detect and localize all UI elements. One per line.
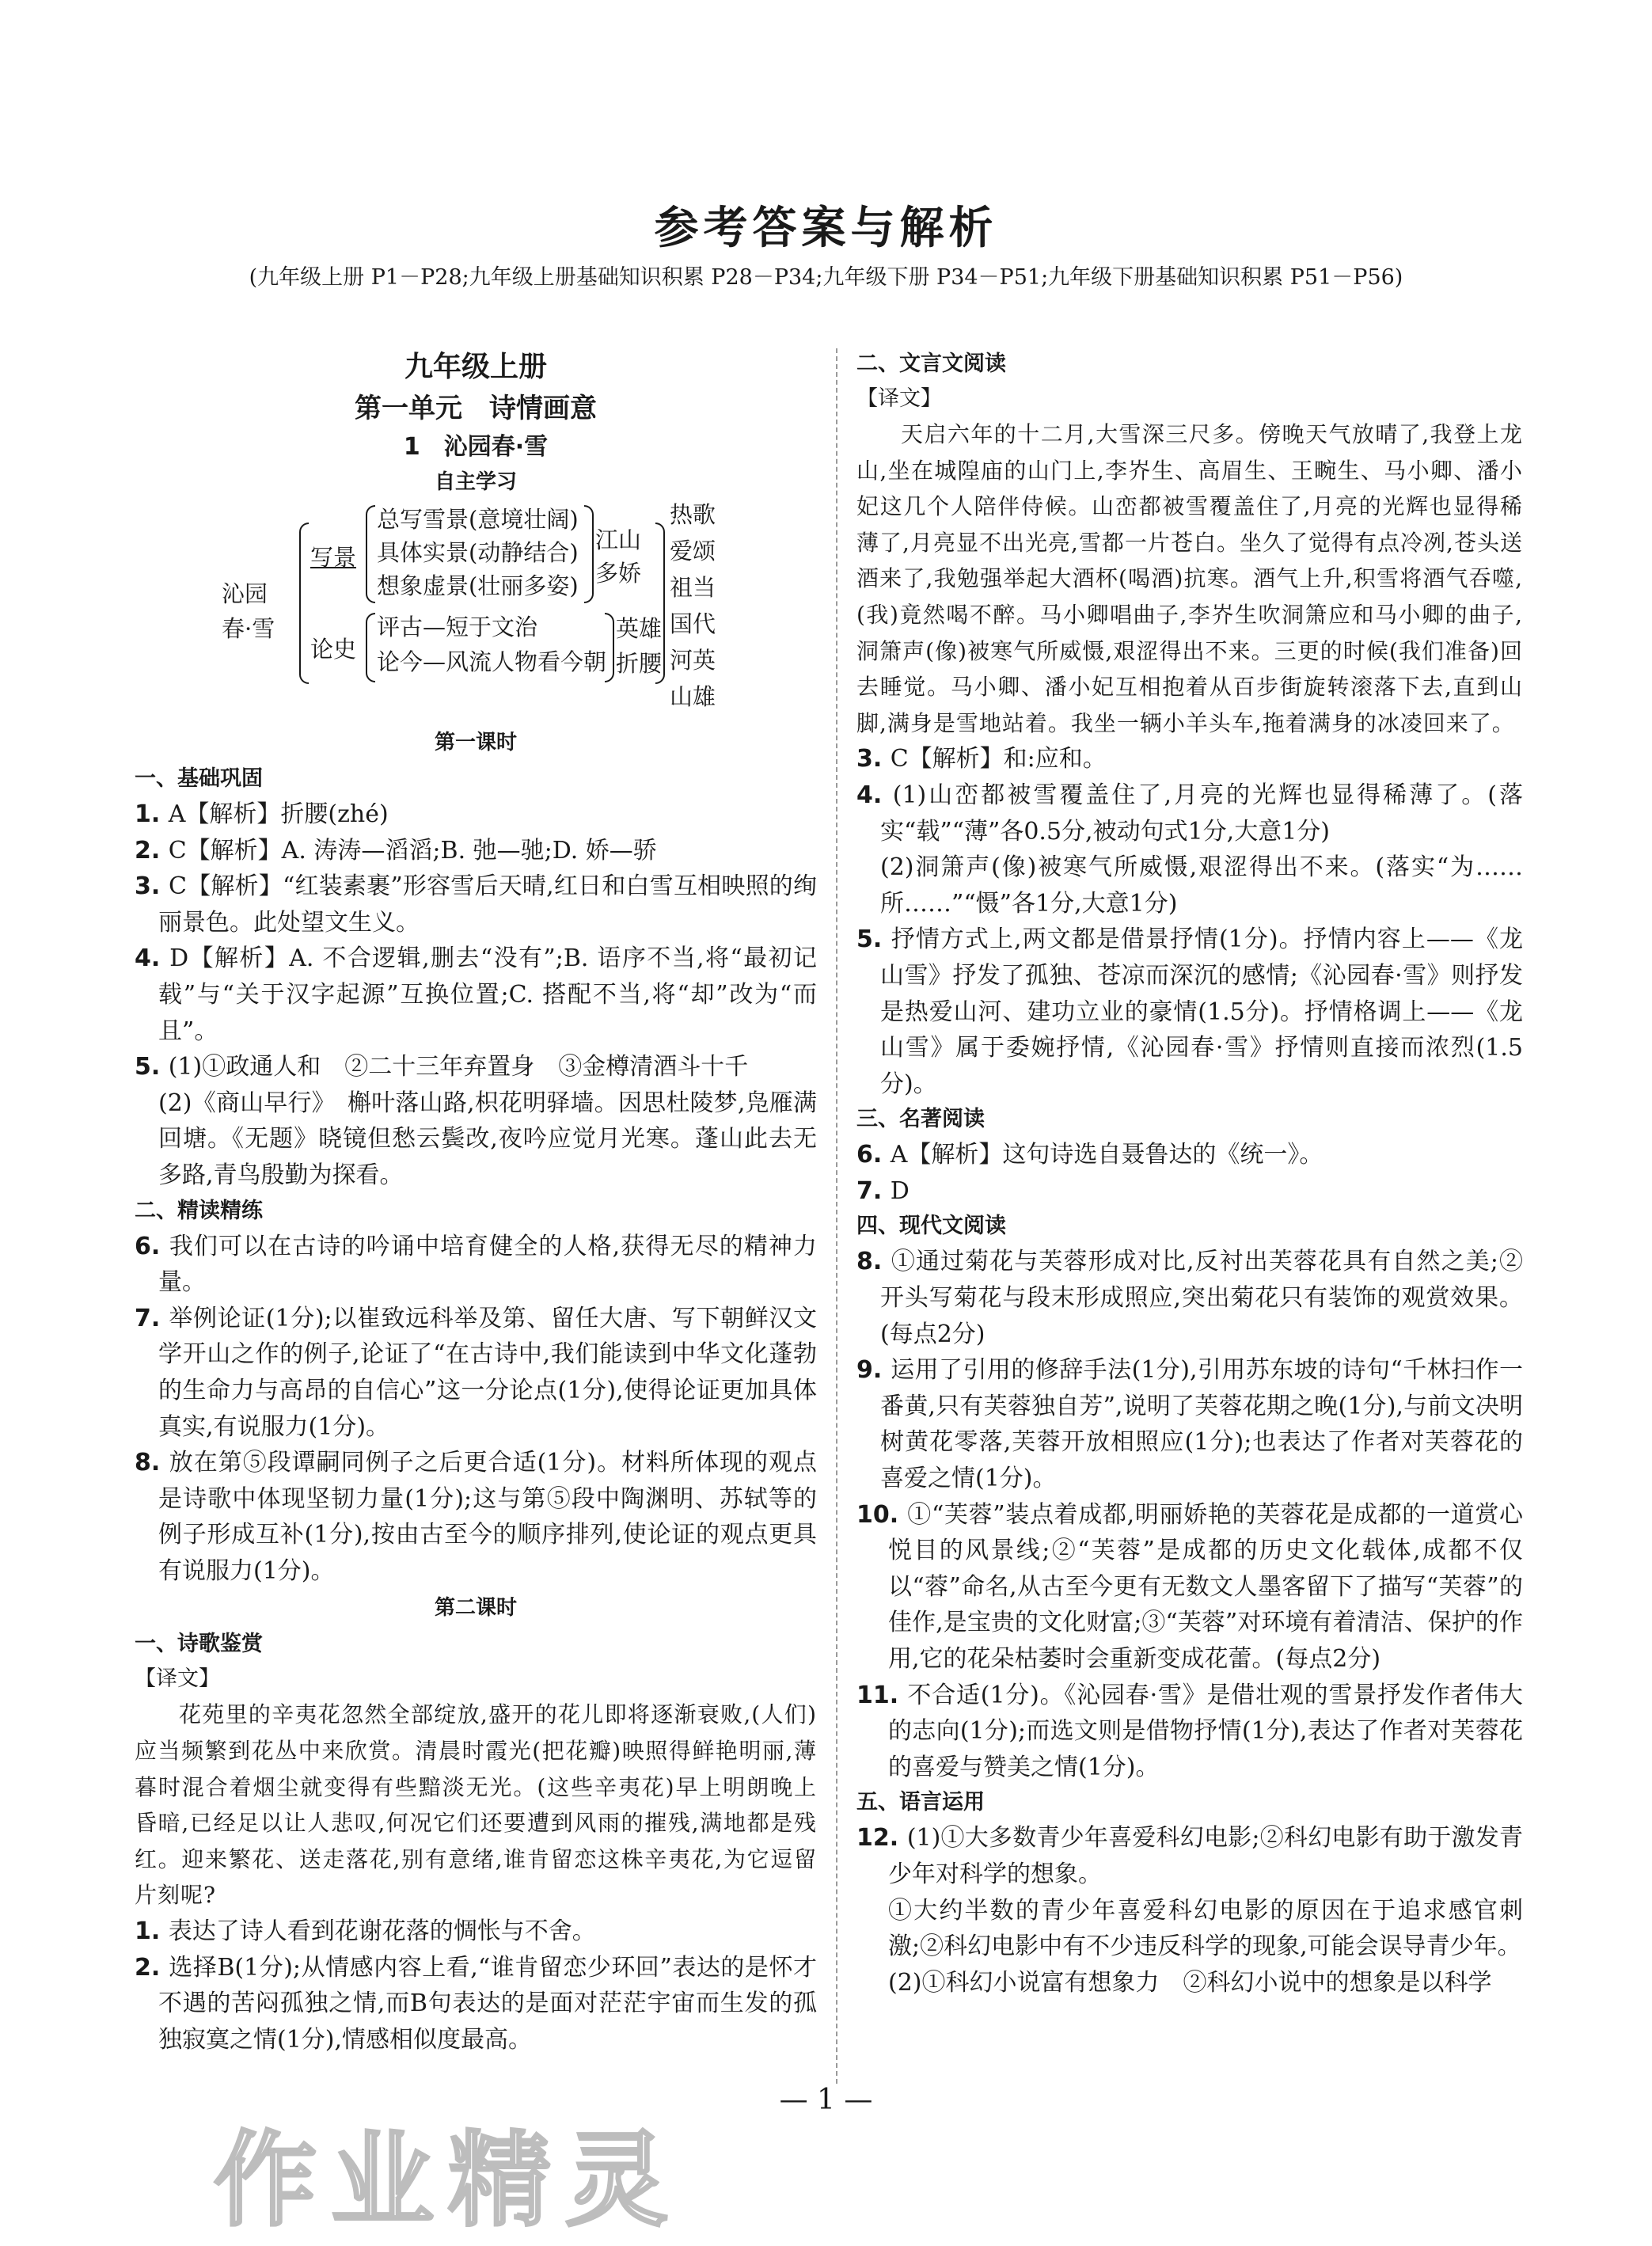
- watermark: 作业精灵: [214, 2120, 683, 2240]
- answer-r3: 3. C【解析】和:应和。: [856, 745, 1107, 773]
- diagram-m2: 多娇: [595, 560, 642, 587]
- translation-label: 【译文】: [135, 1666, 220, 1692]
- diagram-r2: 爱颂: [670, 538, 716, 564]
- answer-r12c: (2)①科幻小说富有想象力 ②科幻小说中的想象是以科学: [888, 1968, 1492, 1997]
- diagram-b3: 想象虚景(壮丽多姿): [377, 572, 579, 599]
- page-number: — 1 —: [779, 2084, 873, 2116]
- lesson1-heading: 第一课时: [434, 731, 517, 754]
- poem-answer-1: 1. 表达了诗人看到花谢花落的惆怅与不舍。: [135, 1917, 596, 1946]
- answer-1: 1. A【解析】折腰(zhé): [135, 800, 389, 828]
- answer-r4a: 4. (1)山峦都被雪覆盖住了,月亮的光辉也显得稀薄了。(落实“载”“薄”各0.5分,被动句式1分,大意1分): [856, 781, 1523, 846]
- diagram-r6: 山雄: [670, 683, 716, 710]
- answer-r4b: (2)洞箫声(像)被寒气所威慑,艰涩得出不来。(落实“为……所……”“慑”各1分,大意1分): [880, 853, 1523, 918]
- column-divider: [836, 348, 837, 2084]
- lesson-heading: 1 沁园春·雪: [403, 433, 549, 461]
- poem-translation: 花苑里的辛夷花忽然全部绽放,盛开的花儿即将逐渐衰败,(人们)应当频繁到花丛中来欣赏。清晨时霞光(把花瓣)映照得鲜艳明丽,薄暮时混合着烟尘就变得有些黯淡无光。(这些辛夷花)早上明朗晚上昏暗,已经足以让人悲叹,何况它们还要遭到风雨的摧残,满地都是残红。迎来繁花、送走落花,别有意绪,谁肯留恋这株辛夷花,为它逗留片刻呢?: [135, 1701, 817, 1909]
- section-poetry: 一、诗歌鉴赏: [135, 1632, 263, 1657]
- answer-r7: 7. D: [856, 1176, 910, 1205]
- diagram-brace-history: [366, 613, 375, 682]
- right-column: [856, 347, 1523, 2001]
- left-column: [135, 347, 817, 2058]
- answer-r11: 11. 不合适(1分)。《沁园春·雪》是借壮观的雪景抒发作者伟大的志向(1分);而选文则是借物抒情(1分),表达了作者对芙蓉花的喜爱与赞美之情(1分)。: [856, 1681, 1524, 1781]
- answer-r10: 10. ①“芙蓉”装点着成都,明丽娇艳的芙蓉花是成都的一道赏心悦目的风景线;②“芙蓉”是成都的历史文化载体,成都不仅以“蓉”命名,从古至今更有无数文人墨客留下了描写“芙蓉”的佳作,是宝贵的文化财富;③“芙蓉”对环境有着清洁、保护的作用,它的花朵枯萎时会重新变成花蕾。(每点2分): [856, 1500, 1523, 1673]
- diagram-r4: 国代: [670, 610, 716, 637]
- section-classics: 三、名著阅读: [856, 1107, 985, 1132]
- answer-6: 6. 我们可以在古诗的吟诵中培育健全的人格,获得无尽的精神力量。: [135, 1232, 817, 1297]
- diagram-xiejing: 写景: [310, 544, 357, 571]
- answer-8: 8. 放在第⑤段谭嗣同例子之后更合适(1分)。材料所体现的观点是诗歌中体现坚韧力量(1分);这与第⑤段中陶渊明、苏轼等的例子形成互补(1分),按由古至今的顺序排列,使论证的观点更具有说服力(1分)。: [135, 1449, 818, 1585]
- section-modern: 四、现代文阅读: [856, 1214, 1006, 1239]
- book-heading: 九年级上册: [404, 351, 547, 383]
- diagram-r3: 祖当: [670, 574, 716, 601]
- diagram-b5: 论今—风流人物看今朝: [377, 648, 607, 675]
- diagram-brace-scene-right: [584, 505, 594, 603]
- answer-r6: 6. A【解析】这句诗选自聂鲁达的《统一》。: [856, 1141, 1323, 1169]
- classical-translation: 天启六年的十二月,大雪深三尺多。傍晚天气放晴了,我登上龙山,坐在城隍庙的山门上,李岕生、高眉生、王畹生、马小卿、潘小妃这几个人陪伴侍候。山峦都被雪覆盖住了,月亮的光辉也显得稀薄了,月亮显不出光亮,雪都一片苍白。坐久了觉得有点冷冽,苍头送酒来了,我勉强举起大酒杯(喝酒)抗寒。酒气上升,积雪将酒气吞噬,(我)竟然喝不醉。马小卿唱曲子,李岕生吹洞箫应和马小卿的曲子,洞箫声(像)被寒气所威慑,艰涩得出不来。三更的时候(我们准备)回去睡觉。马小卿、潘小妃互相抱着从百步街旋转滚落下去,直到山脚,满身是雪地站着。我坐一辆小羊头车,拖着满身的冰凌回来了。: [856, 421, 1523, 736]
- lesson2-heading: 第二课时: [434, 1596, 517, 1621]
- diagram-r1: 热歌: [670, 501, 716, 528]
- section-language: 五、语言运用: [856, 1790, 985, 1815]
- diagram-brace-history-right: [605, 613, 614, 682]
- page-subtitle: (九年级上册 P1－P28;九年级上册基础知识积累 P28－P34;九年级下册 P34－P51;九年级下册基础知识积累 P51－P56): [249, 265, 1403, 290]
- diagram-root: 沁园 春·雪: [222, 580, 275, 642]
- diagram-r5: 河英: [670, 647, 716, 674]
- poem-answer-2: 2. 选择B(1分);从情感内容上看,“谁肯留恋少环回”表达的是怀才不遇的苦闷孤独之情,而B句表达的是面对茫茫宇宙而生发的孤独寂寞之情(1分),情感相似度最高。: [135, 1953, 817, 2054]
- answer-r12a: 12. (1)①大多数青少年喜爱科幻电影;②科幻电影有助于激发青少年对科学的想象。: [856, 1824, 1523, 1888]
- section-basic: 一、基础巩固: [135, 766, 263, 791]
- answer-2: 2. C【解析】A. 涛涛—滔滔;B. 弛—驰;D. 娇—骄: [135, 836, 657, 865]
- answer-r5: 5. 抒情方式上,两文都是借景抒情(1分)。抒情内容上——《龙山雪》抒发了孤独、苍凉而深沉的感情;《沁园春·雪》则抒发是热爱山河、建功立业的豪情(1.5分)。抒情格调上——《龙山雪》属于委婉抒情,《沁园春·雪》抒情则直接而浓烈(1.5分)。: [856, 925, 1523, 1098]
- answer-3: 3. C【解析】“红装素裹”形容雪后天晴,红日和白雪互相映照的绚丽景色。此处望文生义。: [135, 872, 817, 937]
- answer-5b: (2)《商山早行》 槲叶落山路,枳花明驿墙。因思杜陵梦,凫雁满回塘。《无题》晓镜但愁云鬓改,夜吟应觉月光寒。蓬山此去无多路,青鸟殷勤为探看。: [158, 1089, 817, 1189]
- diagram-brace-scene: [366, 505, 375, 603]
- diagram-b1: 总写雪景(意境壮阔): [377, 506, 579, 533]
- answer-5a: 5. (1)①政通人和 ②二十三年弃置身 ③金樽清酒斗十千: [135, 1053, 749, 1081]
- page-title: 参考答案与解析: [654, 203, 998, 254]
- diagram-brace-main: [299, 523, 309, 684]
- answer-r9: 9. 运用了引用的修辞手法(1分),引用苏东坡的诗句“千林扫作一番黄,只有芙蓉独自芳”,说明了芙蓉花期之晚(1分),与前文决明树黄花零落,芙蓉开放相照应(1分);也表达了作者对芙蓉花的喜爱之情(1分)。: [856, 1356, 1523, 1493]
- diagram-b2: 具体实景(动静结合): [377, 539, 579, 566]
- section-reading: 二、精读精练: [135, 1198, 263, 1223]
- answer-r12b: ①大约半数的青少年喜爱科幻电影的原因在于追求感官刺激;②科幻电影中有不少违反科学的现象,可能会误导青少年。: [888, 1896, 1523, 1961]
- diagram-m3: 英雄: [616, 615, 663, 642]
- structure-diagram: [135, 499, 817, 724]
- translation-label-right: 【译文】: [856, 386, 942, 411]
- diagram-m1: 江山: [595, 526, 642, 553]
- self-study-heading: 自主学习: [434, 470, 517, 494]
- answer-4: 4. D【解析】A. 不合逻辑,删去“没有”;B. 语序不当,将“最初记载”与“关于汉字起源”互换位置;C. 搭配不当,将“却”改为“而且”。: [135, 944, 817, 1045]
- unit-heading: 第一单元 诗情画意: [355, 393, 597, 424]
- answer-r8: 8. ①通过菊花与芙蓉形成对比,反衬出芙蓉花具有自然之美;②开头写菊花与段末形成照应,突出菊花只有装饰的观赏效果。(每点2分): [856, 1248, 1523, 1348]
- diagram-m4: 折腰: [616, 650, 663, 677]
- section-classical: 二、文言文阅读: [856, 352, 1006, 376]
- answer-7: 7. 举例论证(1分);以崔致远科举及第、留任大唐、写下朝鲜汉文学开山之作的例子,论证了“在古诗中,我们能读到中华文化蓬勃的生命力与高昂的自信心”这一分论点(1分),使得论证更加具体真实,有说服力(1分)。: [135, 1304, 817, 1441]
- diagram-brace-right: [655, 523, 665, 684]
- diagram-lunshi: 论史: [310, 636, 357, 663]
- diagram-b4: 评古—短于文治: [377, 614, 538, 640]
